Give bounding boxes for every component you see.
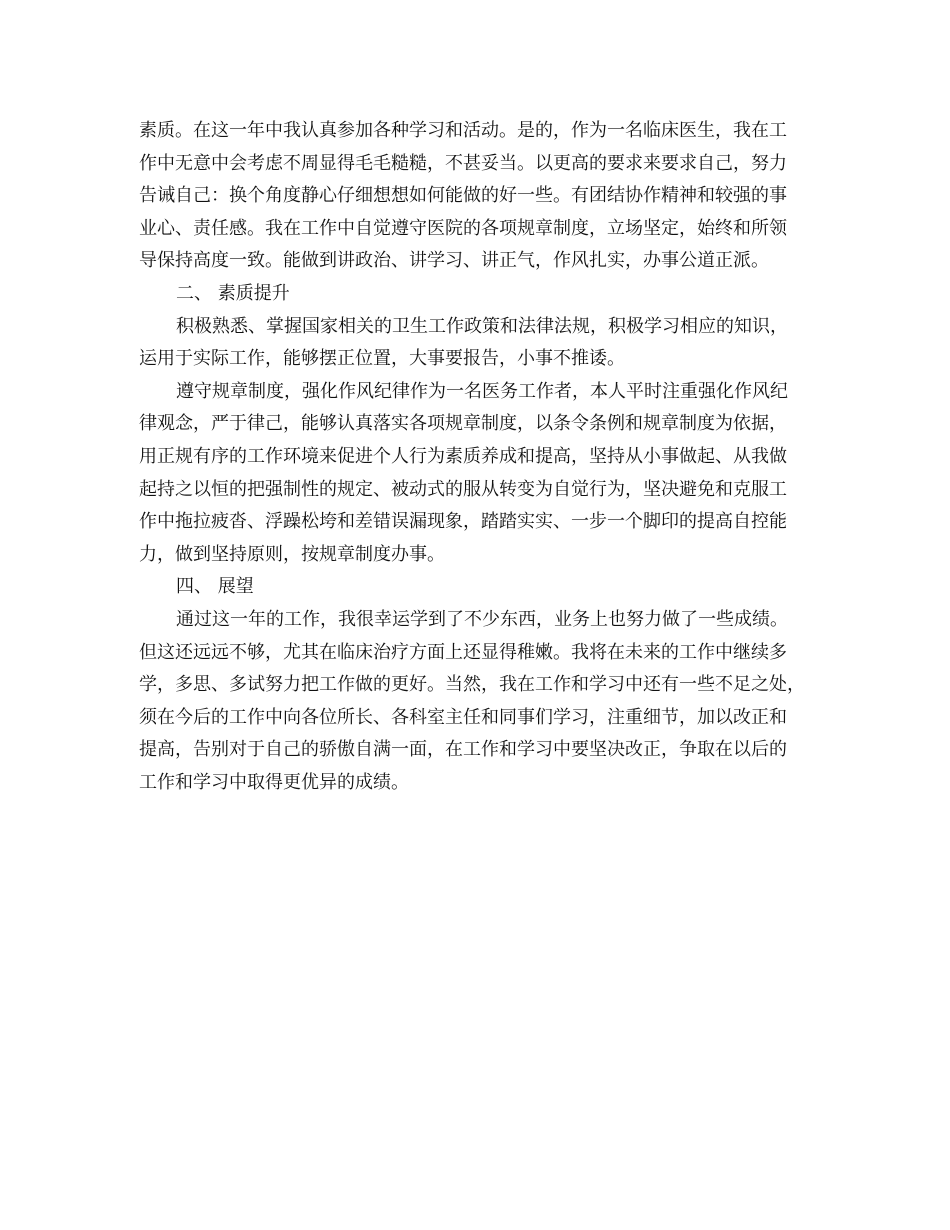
paragraph-line: 提高，告别对于自己的骄傲自满一面，在工作和学习中要坚决改正，争取在以后的 — [139, 739, 787, 761]
paragraph-line: 运用于实际工作，能够摆正位置，大事要报告，小事不推诿。 — [139, 348, 625, 370]
paragraph-line: 学，多思、多试努力把工作做的更好。当然，我在工作和学习中还有一些不足之处， — [139, 674, 805, 696]
paragraph-line: 力，做到坚持原则，按规章制度办事。 — [139, 543, 445, 565]
paragraph-line: 但这还远远不够，尤其在临床治疗方面上还显得稚嫩。我将在未来的工作中继续多 — [139, 641, 787, 663]
section-heading: 四、 展望 — [176, 576, 254, 598]
paragraph-line: 起持之以恒的把强制性的规定、被动式的服从转变为自觉行为，坚决避免和克服工 — [139, 478, 787, 500]
paragraph-line: 工作和学习中取得更优异的成绩。 — [139, 771, 409, 793]
paragraph-line: 作中无意中会考虑不周显得毛毛糙糙，不甚妥当。以更高的要求来要求自己，努力 — [139, 152, 787, 174]
paragraph-line: 积极熟悉、掌握国家相关的卫生工作政策和法律法规，积极学习相应的知识， — [176, 315, 788, 337]
paragraph-line: 遵守规章制度，强化作风纪律作为一名医务工作者，本人平时注重强化作风纪 — [176, 380, 788, 402]
section-heading: 二、 素质提升 — [176, 282, 290, 304]
paragraph-line: 业心、责任感。我在工作中自觉遵守医院的各项规章制度，立场坚定，始终和所领 — [139, 217, 787, 239]
paragraph-line: 导保持高度一致。能做到讲政治、讲学习、讲正气，作风扎实，办事公道正派。 — [139, 250, 769, 272]
paragraph-line: 律观念，严于律己，能够认真落实各项规章制度，以条令条例和规章制度为依据， — [139, 413, 787, 435]
document-body — [139, 115, 824, 799]
paragraph-line: 通过这一年的工作，我很幸运学到了不少东西，业务上也努力做了一些成绩。 — [176, 608, 788, 630]
paragraph-line: 作中拖拉疲沓、浮躁松垮和差错误漏现象，踏踏实实、一步一个脚印的提高自控能 — [139, 511, 787, 533]
paragraph-line: 告诫自己：换个角度静心仔细想想如何能做的好一些。有团结协作精神和较强的事 — [139, 185, 787, 207]
paragraph-line: 须在今后的工作中向各位所长、各科室主任和同事们学习，注重细节，加以改正和 — [139, 706, 787, 728]
paragraph-line: 素质。在这一年中我认真参加各种学习和活动。是的，作为一名临床医生，我在工 — [139, 120, 787, 141]
paragraph-line: 用正规有序的工作环境来促进个人行为素质养成和提高，坚持从小事做起、从我做 — [139, 445, 787, 467]
